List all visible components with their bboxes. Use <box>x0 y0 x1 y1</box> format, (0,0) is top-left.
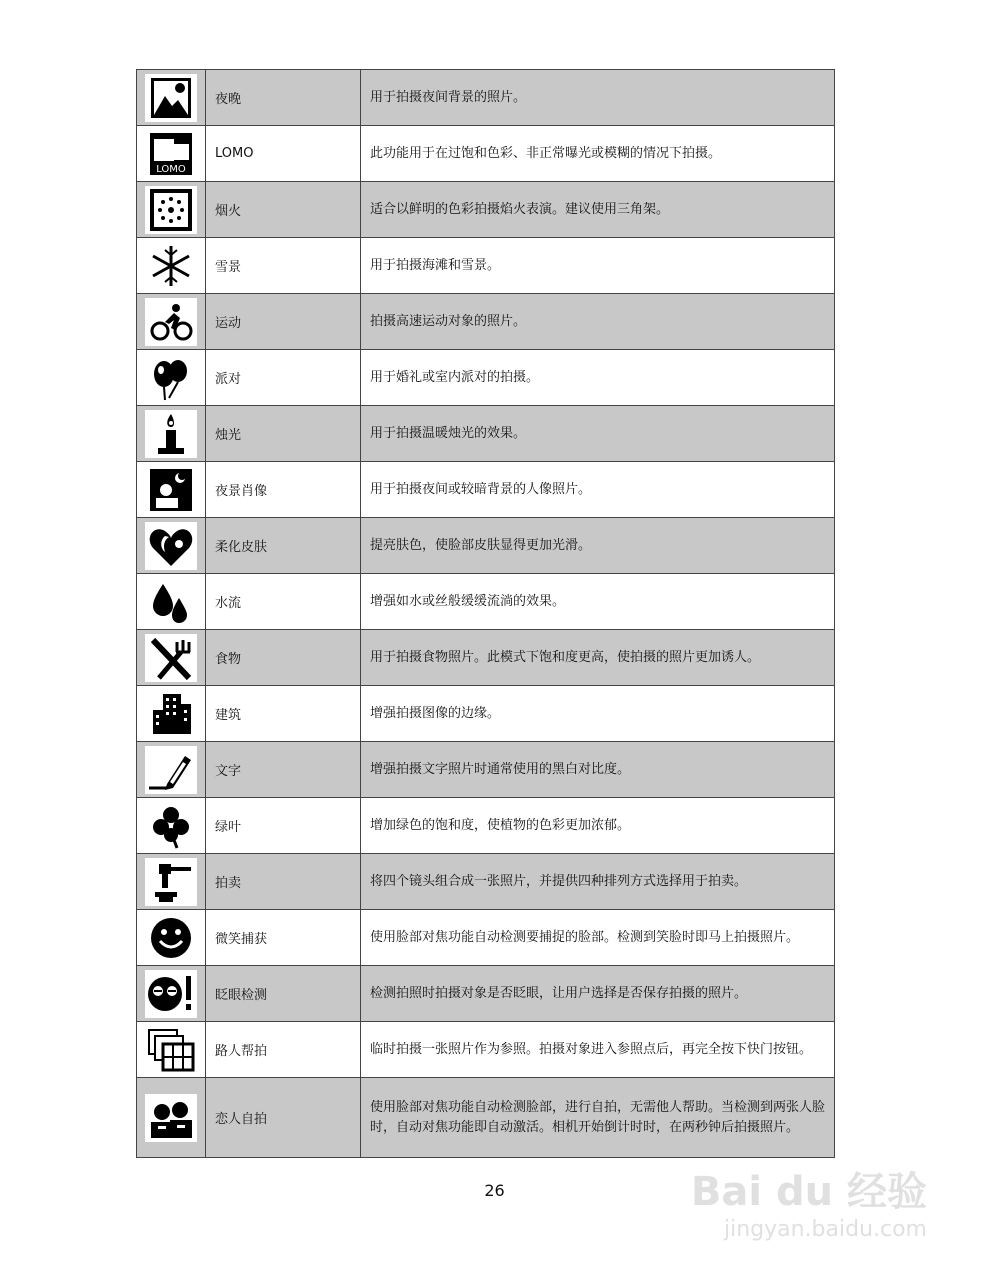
mode-description: 增加绿色的饱和度，使植物的色彩更加浓郁。 <box>361 798 835 854</box>
couple-icon <box>145 1094 197 1142</box>
mode-description: 用于拍摄食物照片。此模式下饱和度更高，使拍摄的照片更加诱人。 <box>361 630 835 686</box>
table-row <box>137 126 835 182</box>
icon-cell <box>137 126 206 182</box>
table-row <box>137 1022 835 1078</box>
scene-mode-table <box>136 69 835 1158</box>
icon-cell <box>137 518 206 574</box>
table-row <box>137 518 835 574</box>
svg-text:LOMO: LOMO <box>156 163 186 175</box>
mode-description: 提亮肤色，使脸部皮肤显得更加光滑。 <box>361 518 835 574</box>
mode-description: 增强拍摄图像的边缘。 <box>361 686 835 742</box>
watermark-url: jingyan.baidu.com <box>723 1217 927 1242</box>
mode-name: 眨眼检测 <box>206 966 361 1022</box>
fork-knife-icon <box>145 634 197 682</box>
icon-cell <box>137 854 206 910</box>
snowflake-icon <box>145 242 197 290</box>
icon-cell <box>137 294 206 350</box>
watermark-brand: Bai du 经验 <box>690 1169 927 1215</box>
mode-name: 恋人自拍 <box>206 1078 361 1158</box>
table-row <box>137 350 835 406</box>
mode-description: 增强拍摄文字照片时通常使用的黑白对比度。 <box>361 742 835 798</box>
table-row <box>137 742 835 798</box>
mode-description: 临时拍摄一张照片作为参照。拍摄对象进入参照点后，再完全按下快门按钮。 <box>361 1022 835 1078</box>
mode-name: 水流 <box>206 574 361 630</box>
icon-cell <box>137 910 206 966</box>
icon-cell <box>137 1078 206 1158</box>
icon-cell <box>137 630 206 686</box>
fireworks-icon <box>145 186 197 234</box>
table-row <box>137 238 835 294</box>
table-row <box>137 630 835 686</box>
table-row <box>137 966 835 1022</box>
frames-grid-icon <box>145 1026 197 1074</box>
mode-name: 烛光 <box>206 406 361 462</box>
mode-description: 用于拍摄温暖烛光的效果。 <box>361 406 835 462</box>
mode-name: 拍卖 <box>206 854 361 910</box>
water-drops-icon <box>145 578 197 626</box>
icon-cell <box>137 406 206 462</box>
mode-name: 绿叶 <box>206 798 361 854</box>
smiley-icon <box>145 914 197 962</box>
mode-description: 使用脸部对焦功能自动检测要捕捉的脸部。检测到笑脸时即马上拍摄照片。 <box>361 910 835 966</box>
mode-description: 用于拍摄夜间背景的照片。 <box>361 70 835 126</box>
icon-cell <box>137 462 206 518</box>
icon-cell <box>137 742 206 798</box>
mode-description: 使用脸部对焦功能自动检测脸部，进行自拍，无需他人帮助。当检测到两张人脸时，自动对焦功能即自动激活。相机开始倒计时时，在两秒钟后拍摄照片。 <box>361 1078 835 1158</box>
mode-name: 运动 <box>206 294 361 350</box>
mode-description: 用于婚礼或室内派对的拍摄。 <box>361 350 835 406</box>
mode-name: 文字 <box>206 742 361 798</box>
table-row <box>137 70 835 126</box>
icon-cell <box>137 238 206 294</box>
icon-cell <box>137 1022 206 1078</box>
mode-description: 用于拍摄夜间或较暗背景的人像照片。 <box>361 462 835 518</box>
icon-cell <box>137 350 206 406</box>
mode-description: 将四个镜头组合成一张照片，并提供四种排列方式选择用于拍卖。 <box>361 854 835 910</box>
mode-name: 烟火 <box>206 182 361 238</box>
lomo-camera-icon <box>145 130 197 178</box>
icon-cell <box>137 182 206 238</box>
mode-name: 柔化皮肤 <box>206 518 361 574</box>
night-portrait-icon <box>145 466 197 514</box>
mode-name: 食物 <box>206 630 361 686</box>
mode-name: 微笑捕获 <box>206 910 361 966</box>
icon-cell <box>137 574 206 630</box>
mode-name: 派对 <box>206 350 361 406</box>
mode-description: 适合以鲜明的色彩拍摄焰火表演。建议使用三角架。 <box>361 182 835 238</box>
building-icon <box>145 690 197 738</box>
mode-description: 拍摄高速运动对象的照片。 <box>361 294 835 350</box>
page-number: 26 <box>484 1181 505 1200</box>
mode-name: 雪景 <box>206 238 361 294</box>
icon-cell <box>137 686 206 742</box>
mode-name: 路人帮拍 <box>206 1022 361 1078</box>
table-row <box>137 798 835 854</box>
table-row <box>137 462 835 518</box>
table-row <box>137 1078 835 1158</box>
icon-cell <box>137 70 206 126</box>
mode-name: 夜景肖像 <box>206 462 361 518</box>
table-row <box>137 182 835 238</box>
clover-icon <box>145 802 197 850</box>
table-row <box>137 686 835 742</box>
blink-face-icon <box>145 970 197 1018</box>
balloons-icon <box>145 354 197 402</box>
mode-description: 增强如水或丝般缓缓流淌的效果。 <box>361 574 835 630</box>
table-row <box>137 294 835 350</box>
mode-name: 夜晚 <box>206 70 361 126</box>
baidu-watermark <box>691 1160 927 1242</box>
pen-writing-icon <box>145 746 197 794</box>
candle-icon <box>145 410 197 458</box>
icon-cell <box>137 798 206 854</box>
cyclist-icon <box>145 298 197 346</box>
icon-cell <box>137 966 206 1022</box>
mode-description: 此功能用于在过饱和色彩、非正常曝光或模糊的情况下拍摄。 <box>361 126 835 182</box>
mode-description: 检测拍照时拍摄对象是否眨眼，让用户选择是否保存拍摄的照片。 <box>361 966 835 1022</box>
mountain-moon-icon <box>145 74 197 122</box>
table-row <box>137 406 835 462</box>
table-row <box>137 574 835 630</box>
heart-face-icon <box>145 522 197 570</box>
auction-gavel-icon <box>145 858 197 906</box>
mode-name: 建筑 <box>206 686 361 742</box>
table-row <box>137 910 835 966</box>
mode-name: LOMO <box>206 126 361 182</box>
table-row <box>137 854 835 910</box>
mode-description: 用于拍摄海滩和雪景。 <box>361 238 835 294</box>
